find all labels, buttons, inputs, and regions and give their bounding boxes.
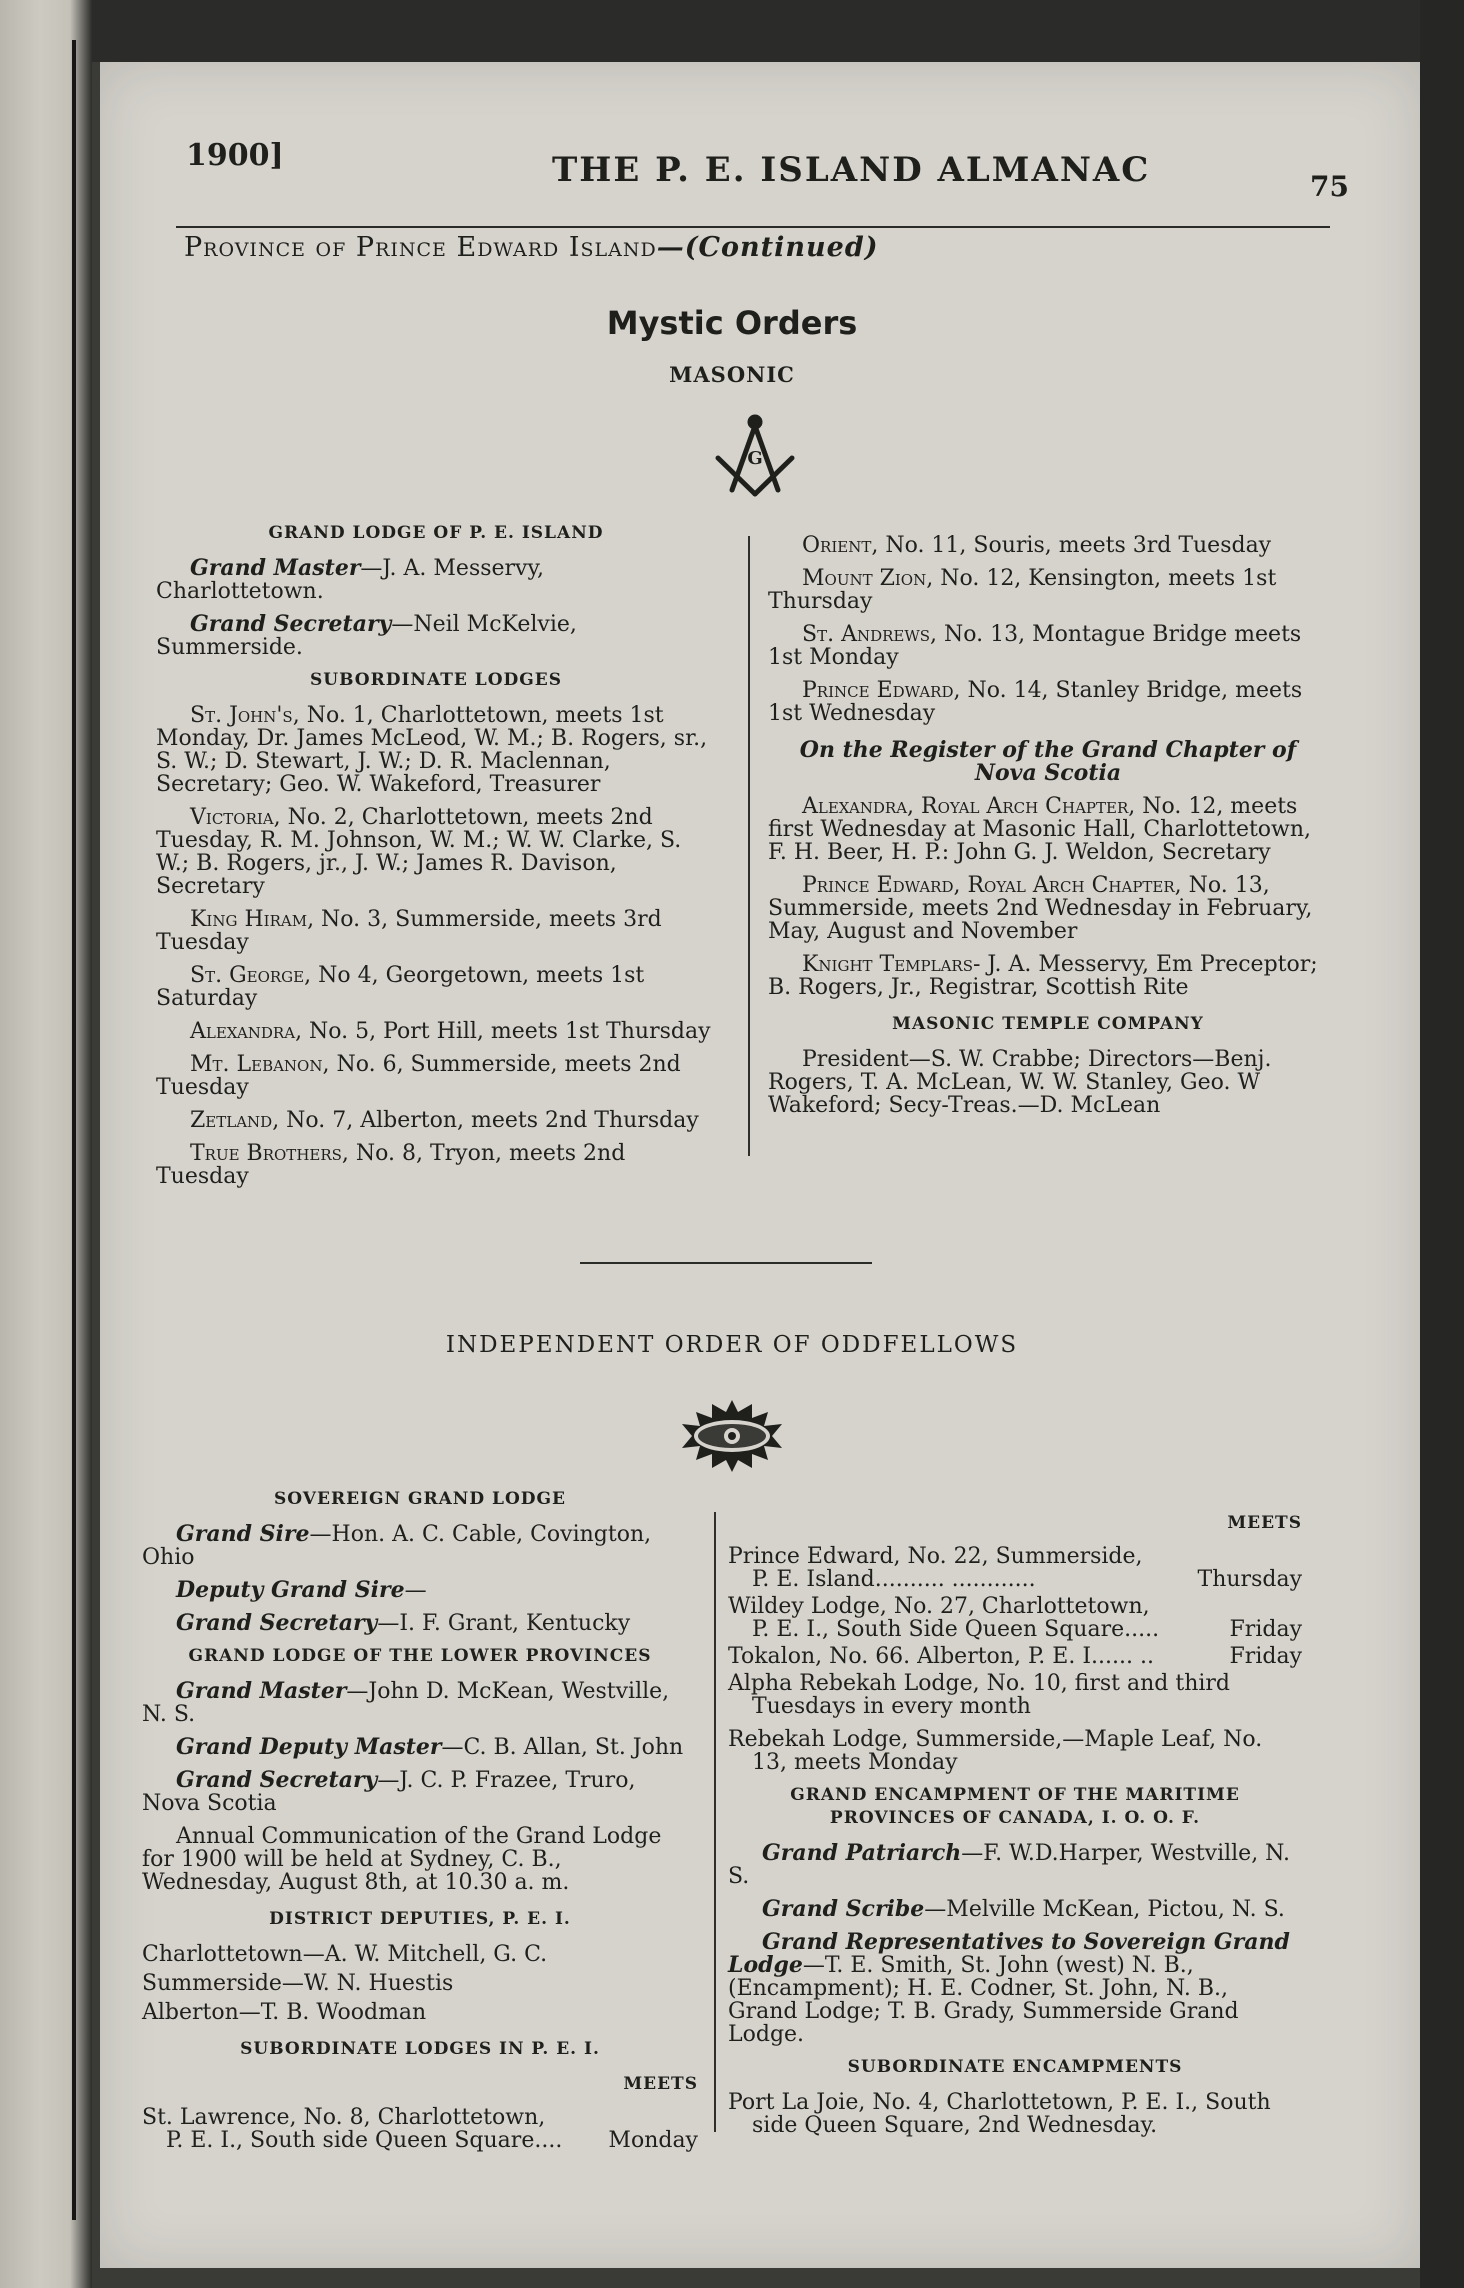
meets-label: MEETS: [623, 2074, 698, 2094]
chapter-entry: Prince Edward, Royal Arch Chapter, No. 13, Summerside, meets 2nd Wednesday in February, May, August and November: [768, 873, 1313, 944]
deputy-entry: Summerside—W. N. Huestis: [142, 1971, 454, 1996]
chapter-entry: Knight Templars- J. A. Messervy, Em Preceptor; B. Rogers, Jr., Registrar, Scottish Rite: [768, 952, 1318, 1000]
svg-text:G: G: [747, 448, 763, 469]
header-year: 1900]: [186, 138, 284, 173]
lower-provinces-heading: GRAND LODGE OF THE LOWER PROVINCES: [188, 1646, 652, 1666]
lodge-entry: Tokalon, No. 66. Alberton, P. E. I...... .. Friday: [728, 1644, 1302, 1669]
temple-heading: MASONIC TEMPLE COMPANY: [892, 1014, 1204, 1034]
square-compass-icon: [712, 414, 798, 502]
all-seeing-eye-icon: [664, 1398, 800, 1478]
chapter-entry: Alexandra, Royal Arch Chapter, No. 12, meets first Wednesday at Masonic Hall, Charlottetown, F. H. Beer, H. P.: John G. J. Weldon, Secretary: [768, 794, 1312, 865]
grand-secretary-entry: Grand Secretary—J. C. P. Frazee, Truro, Nova Scotia: [142, 1767, 636, 1816]
province-continued: —(Continued): [656, 232, 879, 263]
grand-secretary-entry: Grand Secretary—Neil McKelvie, Summerside.: [156, 611, 577, 660]
column-divider: [748, 536, 750, 1156]
lodge-entry: King Hiram, No. 3, Summerside, meets 3rd Tuesday: [156, 907, 662, 955]
meets-label: MEETS: [1227, 1513, 1302, 1533]
deputy-entry: Alberton—T. B. Woodman: [142, 2000, 427, 2025]
grand-master-entry: Grand Master—John D. McKean, Westville, N. S.: [142, 1678, 670, 1727]
section-divider: [580, 1262, 872, 1264]
province-line: [184, 232, 878, 263]
header-title: THE P. E. ISLAND ALMANAC: [552, 150, 1151, 190]
annual-communication: Annual Communication of the Grand Lodge for 1900 will be held at Sydney, C. B., Wednesday, August 8th, at 10.30 a. m.: [142, 1824, 662, 1895]
lodge-entry: Zetland, No. 7, Alberton, meets 2nd Thursday: [190, 1108, 699, 1133]
lodge-entry: P. E. Island.......... ............ Thursday: [752, 1567, 1302, 1592]
district-heading: DISTRICT DEPUTIES, P. E. I.: [269, 1909, 571, 1929]
lodge-line: Wildey Lodge, No. 27, Charlottetown,: [728, 1594, 1150, 1619]
grand-deputy-entry: Grand Deputy Master—C. B. Allan, St. John: [176, 1734, 684, 1760]
page-number: 75: [1310, 170, 1349, 203]
grand-master-entry: Grand Master—J. A. Messervy, Charlottetown.: [156, 555, 544, 604]
deputy-sire-entry: Deputy Grand Sire—: [176, 1577, 427, 1603]
column-divider: [714, 1512, 716, 2132]
lodge-entry: Mount Zion, No. 12, Kensington, meets 1st Thursday: [768, 566, 1277, 614]
grand-scribe-entry: Grand Scribe—Melville McKean, Pictou, N. S.: [762, 1896, 1285, 1922]
header-rule: [176, 226, 1330, 228]
grand-secretary-entry: Grand Secretary—I. F. Grant, Kentucky: [176, 1610, 631, 1636]
lodge-entry: True Brothers, No. 8, Tryon, meets 2nd Tuesday: [156, 1141, 626, 1189]
lodge-entry: P. E. I., South Side Queen Square..... Friday: [752, 1617, 1302, 1642]
register-note: On the Register of the Grand Chapter of Nova Scotia: [799, 737, 1297, 786]
lodge-entry: P. E. I., South side Queen Square.... Monday: [166, 2128, 698, 2153]
scan-left-border: [0, 0, 92, 2288]
lodge-entry: Orient, No. 11, Souris, meets 3rd Tuesday: [802, 533, 1272, 558]
lodge-entry: St. John's, No. 1, Charlottetown, meets 1st Monday, Dr. James McLeod, W. M.; B. Rogers, sr., S. W.; D. Stewart, J. W.; D. R. Maclennan, Secretary; Geo. W. Wakeford, Treasurer: [156, 703, 708, 797]
deputy-entry: Charlottetown—A. W. Mitchell, G. C.: [142, 1942, 548, 1967]
province-text: Province of Prince Edward Island: [184, 232, 657, 263]
lodge-line: Prince Edward, No. 22, Summerside,: [728, 1544, 1143, 1569]
subordinate-encampments-heading: SUBORDINATE ENCAMPMENTS: [847, 2057, 1183, 2077]
lodge-entry: Victoria, No. 2, Charlottetown, meets 2nd Tuesday, R. M. Johnson, W. M.; W. W. Clarke, S. W.; B. Rogers, jr., J. W.; James R. Davison, Secretary: [156, 805, 682, 899]
subordinate-lodges-heading: SUBORDINATE LODGES IN P. E. I.: [240, 2039, 600, 2059]
grand-lodge-heading: GRAND LODGE OF P. E. ISLAND: [268, 523, 604, 543]
temple-entry: President—S. W. Crabbe; Directors—Benj. Rogers, T. A. McLean, W. W. Stanley, Geo. W Wakeford; Secy-Treas.—D. McLean: [768, 1047, 1272, 1118]
masonic-left-column: [156, 522, 716, 1198]
representatives-entry: Grand Representatives to Sovereign Grand Lodge—T. E. Smith, St. John (west) N. B., (Encampment); H. E. Codner, St. John, N. B., Grand Lodge; T. B. Grady, Summerside Grand Lodge.: [728, 1929, 1290, 2047]
encampment-entry: Port La Joie, No. 4, Charlottetown, P. E. I., South side Queen Square, 2nd Wednesday.: [728, 2090, 1271, 2138]
lodge-entry: Alexandra, No. 5, Port Hill, meets 1st Thursday: [190, 1019, 711, 1044]
encampment-heading: GRAND ENCAMPMENT OF THE MARITIME PROVINCES OF CANADA, I. O. O. F.: [790, 1785, 1240, 1828]
sovereign-heading: SOVEREIGN GRAND LODGE: [274, 1489, 566, 1509]
grand-sire-entry: Grand Sire—Hon. A. C. Cable, Covington, Ohio: [142, 1521, 652, 1570]
oddfellows-right-column: [728, 1512, 1302, 2147]
lodge-entry: Prince Edward, No. 14, Stanley Bridge, meets 1st Wednesday: [768, 678, 1303, 726]
subordinate-lodges-heading: SUBORDINATE LODGES: [310, 670, 562, 690]
lodge-line: St. Lawrence, No. 8, Charlottetown,: [142, 2105, 546, 2130]
scan-top-border: [0, 0, 1464, 62]
lodge-entry: St. George, No 4, Georgetown, meets 1st Saturday: [156, 963, 645, 1011]
lodge-entry: Mt. Lebanon, No. 6, Summerside, meets 2nd Tuesday: [156, 1052, 681, 1100]
masonic-right-column: [768, 534, 1328, 1127]
rebekah-entry: Rebekah Lodge, Summerside,—Maple Leaf, No. 13, meets Monday: [728, 1727, 1263, 1775]
section-title: Mystic Orders: [606, 304, 858, 342]
alpha-rebekah-entry: Alpha Rebekah Lodge, No. 10, first and third Tuesdays in every month: [728, 1671, 1231, 1719]
lodge-entry: St. Andrews, No. 13, Montague Bridge meets 1st Monday: [768, 622, 1302, 670]
oddfellows-title: INDEPENDENT ORDER OF ODDFELLOWS: [445, 1332, 1019, 1358]
scan-right-border: [1420, 0, 1464, 2288]
subsection-title: MASONIC: [669, 362, 795, 387]
grand-patriarch-entry: Grand Patriarch—F. W.D.Harper, Westville, N. S.: [728, 1840, 1291, 1889]
oddfellows-left-column: [142, 1488, 698, 2152]
